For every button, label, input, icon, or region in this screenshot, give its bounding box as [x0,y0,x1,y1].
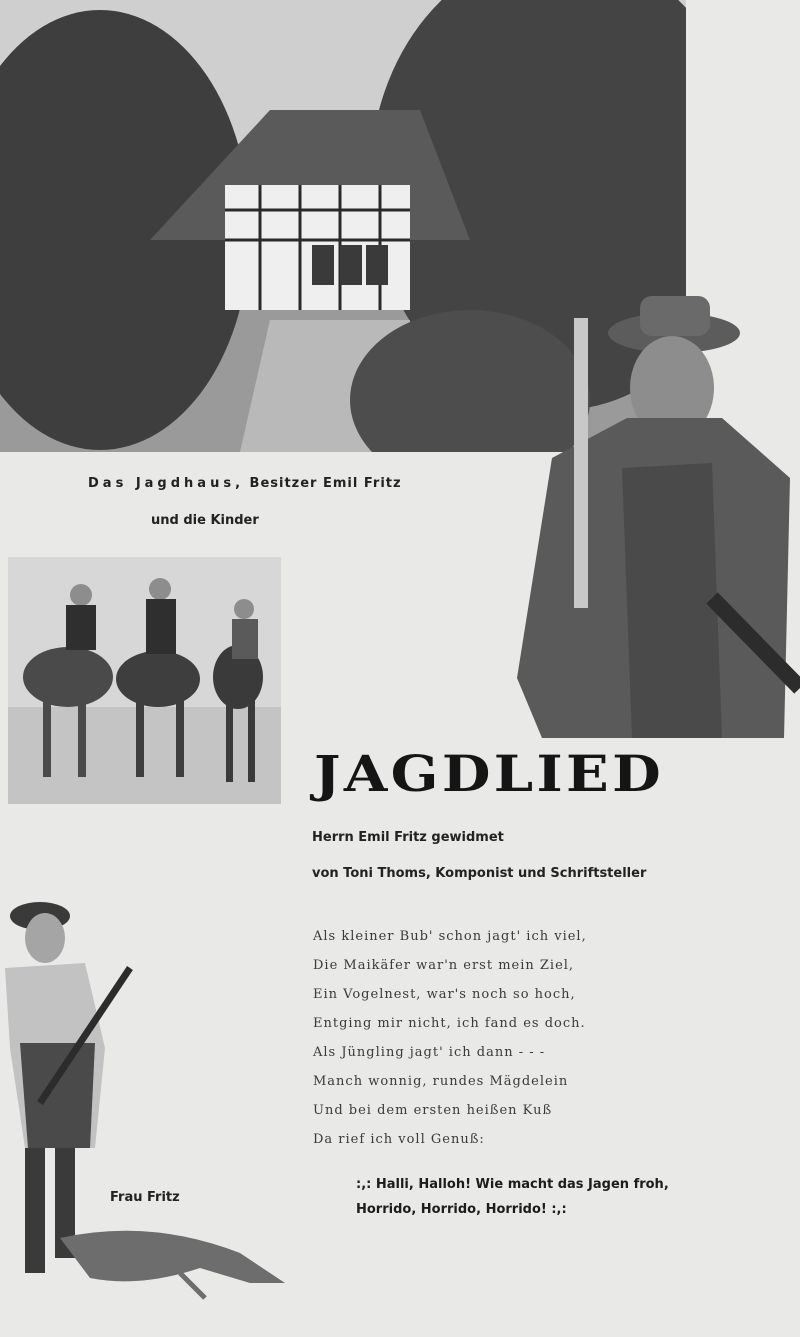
verse-line: Und bei dem ersten heißen Kuß [313,1103,553,1118]
refrain-line: :,: Halli, Halloh! Wie macht das Jagen froh, [356,1177,669,1192]
verse-line: Als kleiner Bub' schon jagt' ich viel, [313,929,587,944]
verse-line: Entging mir nicht, ich fand es doch. [313,1016,586,1031]
verse-line: Manch wonnig, rundes Mägdelein [313,1074,569,1089]
song-author: von Toni Thoms, Komponist und Schriftsteller [312,866,647,881]
refrain-line: Horrido, Horrido, Horrido! :,: [356,1202,567,1217]
song-title: JAGDLIED [314,744,665,803]
song-dedication: Herrn Emil Fritz gewidmet [312,830,504,845]
hunter-photo [512,288,800,738]
house-caption-part-2: Besitzer Emil Fritz [244,476,402,491]
woman-with-deer-photo [0,898,300,1308]
verse-line: Ein Vogelnest, war's noch so hoch, [313,987,576,1002]
verse-line: Die Maikäfer war'n erst mein Ziel, [313,958,575,973]
house-caption-part-1: Das Jagdhaus, [88,476,245,491]
verse-line: Als Jüngling jagt' ich dann - - - [313,1045,546,1060]
verse-line: Da rief ich voll Genuß: [313,1132,485,1147]
house-caption-line-2: und die Kinder [151,513,259,528]
children-on-ponies-photo [8,557,281,804]
house-caption-line-1 [88,476,402,491]
wife-caption: Frau Fritz [110,1190,180,1205]
